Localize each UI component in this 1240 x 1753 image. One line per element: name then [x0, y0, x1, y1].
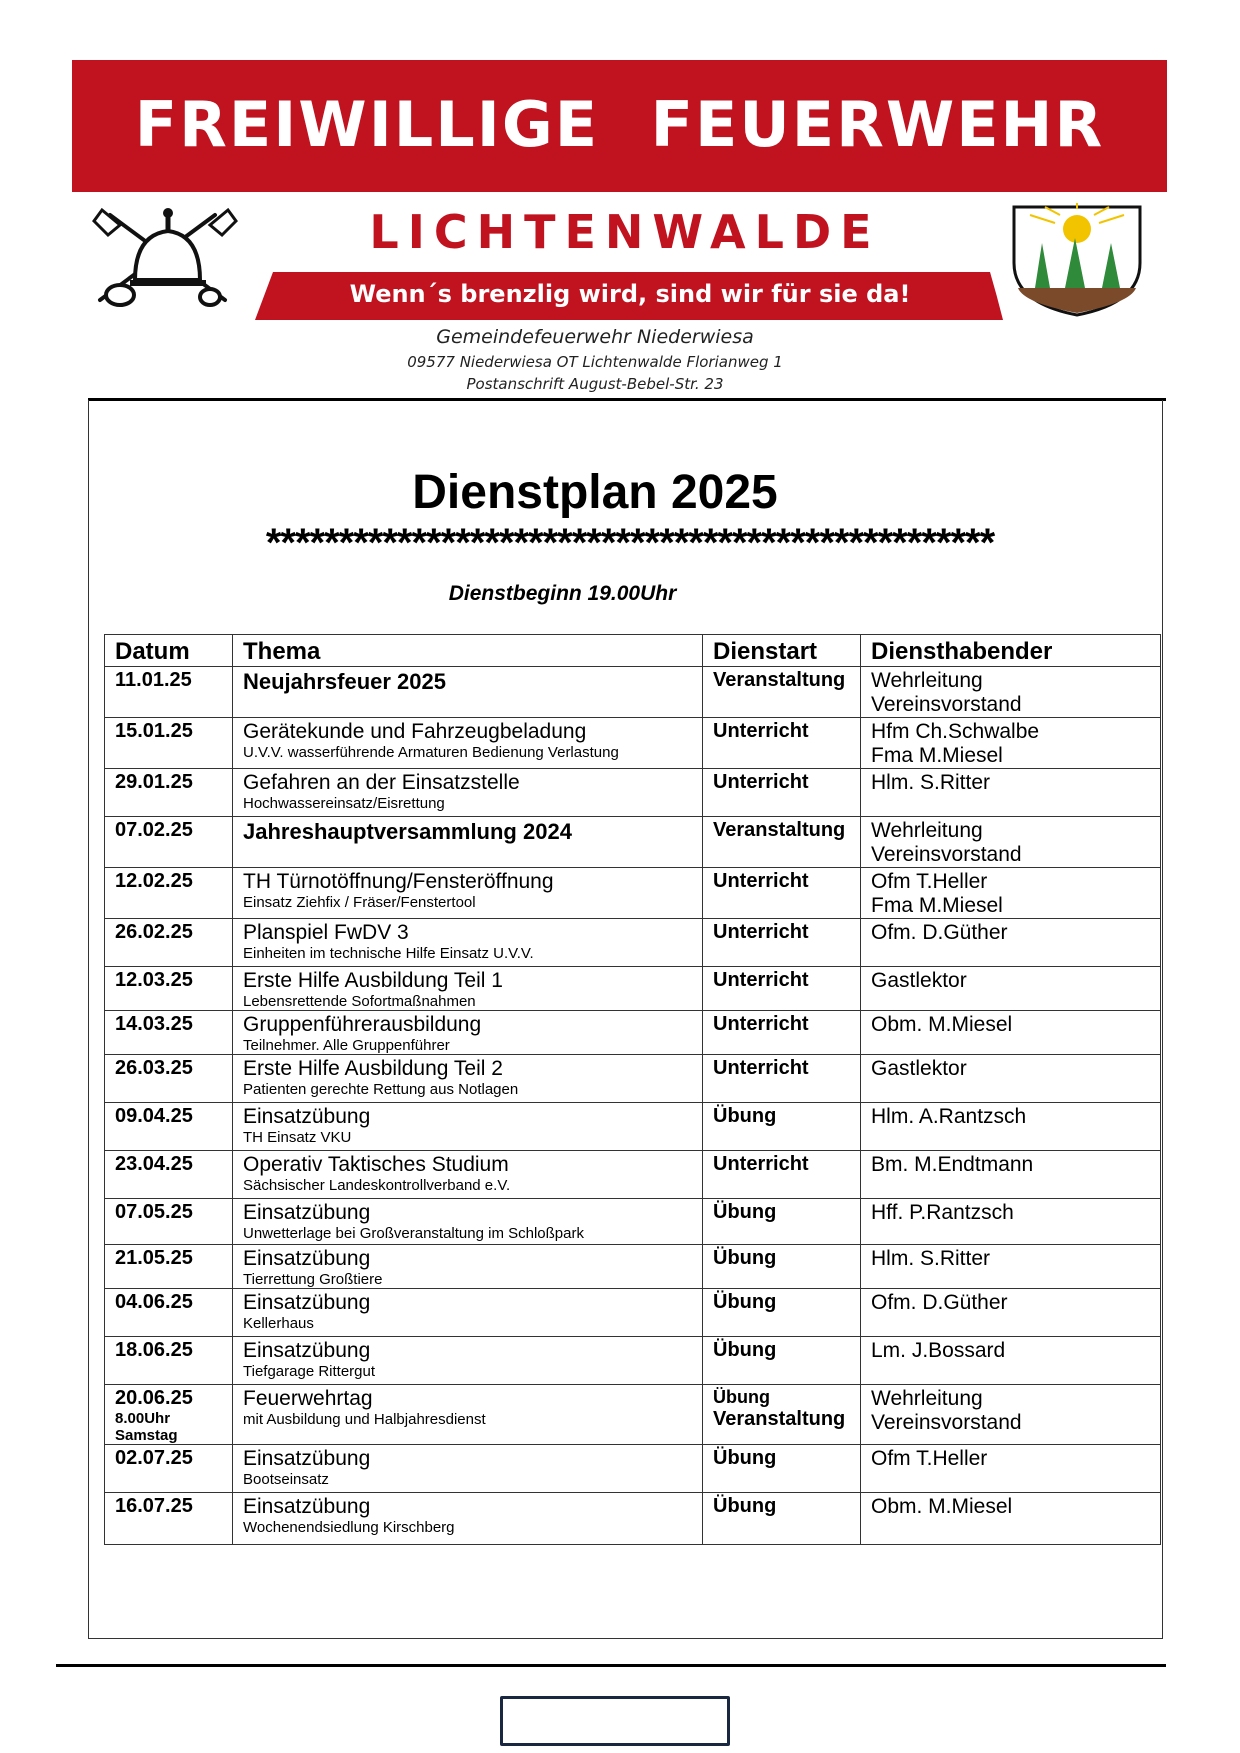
topic-cell [233, 817, 703, 868]
date-cell [105, 868, 233, 919]
topic-title: Einsatzübung [243, 1201, 371, 1224]
service-type-secondary: Veranstaltung [713, 1408, 846, 1430]
topic-title: Planspiel FwDV 3 [243, 921, 409, 944]
topic-title: Erste Hilfe Ausbildung Teil 2 [243, 1057, 503, 1080]
table-row [105, 1445, 1161, 1493]
topic-detail: Kellerhaus [243, 1315, 314, 1332]
duty-lead: Hlm. S.Ritter [871, 1247, 991, 1270]
address-line-1: Gemeindefeuerwehr Niederwiesa [436, 326, 754, 348]
date-value: 20.06.25 [115, 1387, 193, 1409]
duty-lead-cell [861, 868, 1161, 919]
service-type: Übung [713, 1105, 777, 1127]
duty-lead-cell [861, 817, 1161, 868]
duty-lead: Gastlektor [871, 1057, 967, 1080]
service-type: Übung [713, 1495, 777, 1517]
topic-detail: Patienten gerechte Rettung aus Notlagen [243, 1081, 519, 1098]
date-cell [105, 1245, 233, 1289]
table-row [105, 1103, 1161, 1151]
duty-lead: Hlm. A.Rantzsch [871, 1105, 1027, 1128]
slogan: Wenn´s brenzlig wird, sind wir für sie da! [349, 280, 911, 308]
table-row [105, 1245, 1161, 1289]
service-type-cell [703, 1151, 861, 1199]
date-value: 29.01.25 [115, 771, 193, 793]
topic-detail: Einsatz Ziehfix / Fräser/Fenstertool [243, 894, 476, 911]
table-row [105, 1151, 1161, 1199]
topic-title: Operativ Taktisches Studium [243, 1153, 509, 1176]
table-row [105, 817, 1161, 868]
date-cell [105, 1055, 233, 1103]
document-title: Dienstplan 2025 [412, 466, 778, 519]
date-value: 04.06.25 [115, 1291, 193, 1313]
fire-helmet-emblem-icon [90, 205, 240, 315]
service-type-cell [703, 718, 861, 769]
duty-lead-cell [861, 1289, 1161, 1337]
service-type-cell [703, 817, 861, 868]
date-cell [105, 1385, 233, 1445]
service-type-cell [703, 1289, 861, 1337]
service-type: Unterricht [713, 921, 809, 943]
topic-detail: Wochenendsiedlung Kirschberg [243, 1519, 455, 1536]
date-cell [105, 967, 233, 1011]
topic-cell [233, 1493, 703, 1545]
column-header-lead: Diensthabender [861, 635, 1161, 667]
topic-detail: Unwetterlage bei Großveranstaltung im Schloßpark [243, 1225, 584, 1242]
service-type-cell [703, 1337, 861, 1385]
table-row [105, 1199, 1161, 1245]
service-type: Veranstaltung [713, 669, 846, 691]
duty-lead-secondary: Fma M.Miesel [871, 894, 1003, 917]
service-type-cell [703, 1011, 861, 1055]
date-cell [105, 1337, 233, 1385]
service-type: Übung [713, 1339, 777, 1361]
service-type: Unterricht [713, 1013, 809, 1035]
page-number-box [500, 1696, 730, 1746]
duty-lead-secondary: Vereinsvorstand [871, 1411, 1022, 1434]
service-type-cell [703, 1055, 861, 1103]
duty-lead-cell [861, 1493, 1161, 1545]
service-type: Unterricht [713, 969, 809, 991]
date-note: 8.00Uhr Samstag [115, 1410, 178, 1444]
topic-cell [233, 1445, 703, 1493]
topic-cell [233, 967, 703, 1011]
date-value: 12.03.25 [115, 969, 193, 991]
topic-title: Einsatzübung [243, 1339, 371, 1362]
date-value: 07.02.25 [115, 819, 193, 841]
date-value: 18.06.25 [115, 1339, 193, 1361]
duty-lead-secondary: Vereinsvorstand [871, 693, 1022, 716]
table-row [105, 1337, 1161, 1385]
date-cell [105, 1493, 233, 1545]
duty-lead-secondary: Vereinsvorstand [871, 843, 1022, 866]
table-row [105, 1289, 1161, 1337]
duty-lead-cell [861, 967, 1161, 1011]
topic-detail: Teilnehmer. Alle Gruppenführer [243, 1037, 450, 1054]
topic-cell [233, 1055, 703, 1103]
table-row [105, 967, 1161, 1011]
topic-title: Einsatzübung [243, 1105, 371, 1128]
topic-cell [233, 1151, 703, 1199]
town-name: LICHTENWALDE [369, 205, 881, 259]
topic-title: Einsatzübung [243, 1291, 371, 1314]
date-cell [105, 1103, 233, 1151]
table-row [105, 1493, 1161, 1545]
table-row [105, 868, 1161, 919]
service-start-time: Dienstbeginn 19.00Uhr [448, 582, 677, 605]
duty-lead: Hfm Ch.Schwalbe [871, 720, 1040, 743]
duty-lead: Wehrleitung [871, 669, 983, 692]
topic-cell [233, 919, 703, 967]
duty-lead-cell [861, 1337, 1161, 1385]
topic-title: Jahreshauptversammlung 2024 [243, 819, 572, 844]
duty-lead: Lm. J.Bossard [871, 1339, 1006, 1362]
duty-lead: Ofm. D.Güther [871, 921, 1008, 944]
service-type: Übung [713, 1201, 777, 1223]
topic-title: Einsatzübung [243, 1495, 371, 1518]
topic-detail: Sächsischer Landeskontrollverband e.V. [243, 1177, 511, 1194]
date-cell [105, 718, 233, 769]
table-body [105, 667, 1161, 1545]
date-value: 21.05.25 [115, 1247, 193, 1269]
service-type: Übung [713, 1247, 777, 1269]
topic-title: Feuerwehrtag [243, 1387, 373, 1410]
topic-cell [233, 1103, 703, 1151]
service-type: Unterricht [713, 1153, 809, 1175]
service-type-cell [703, 967, 861, 1011]
date-value: 26.03.25 [115, 1057, 193, 1079]
table-row [105, 1055, 1161, 1103]
table-row [105, 1385, 1161, 1445]
date-value: 07.05.25 [115, 1201, 193, 1223]
duty-lead: Ofm. D.Güther [871, 1291, 1008, 1314]
coat-of-arms-icon [1010, 203, 1144, 318]
date-cell [105, 817, 233, 868]
duty-lead-cell [861, 1011, 1161, 1055]
duty-lead-cell [861, 1385, 1161, 1445]
service-type-cell [703, 1385, 861, 1445]
topic-detail: Bootseinsatz [243, 1471, 329, 1488]
date-cell [105, 769, 233, 817]
date-cell [105, 1445, 233, 1493]
topic-detail: U.V.V. wasserführende Armaturen Bedienung Verlastung [243, 744, 619, 761]
header-banner [72, 60, 1167, 192]
topic-cell [233, 718, 703, 769]
topic-detail: Einheiten im technische Hilfe Einsatz U.V.V. [243, 945, 534, 962]
duty-lead-cell [861, 919, 1161, 967]
topic-cell [233, 1385, 703, 1445]
date-value: 02.07.25 [115, 1447, 193, 1469]
topic-detail: TH Einsatz VKU [243, 1129, 352, 1146]
topic-detail: Tierrettung Großtiere [243, 1271, 383, 1288]
duty-lead: Wehrleitung [871, 1387, 983, 1410]
service-type-cell [703, 868, 861, 919]
table-row [105, 1011, 1161, 1055]
duty-lead-cell [861, 1151, 1161, 1199]
topic-title: Gerätekunde und Fahrzeugbeladung [243, 720, 587, 743]
service-type-cell [703, 769, 861, 817]
service-type-cell [703, 1245, 861, 1289]
stars-divider: ************************************************** [265, 523, 995, 563]
column-header-date: Datum [105, 635, 233, 667]
date-value: 11.01.25 [115, 669, 192, 691]
table-row [105, 919, 1161, 967]
duty-schedule-table [104, 634, 1161, 1545]
date-value: 14.03.25 [115, 1013, 193, 1035]
date-cell [105, 1289, 233, 1337]
table-row [105, 718, 1161, 769]
column-header-topic: Thema [233, 635, 703, 667]
date-cell [105, 1151, 233, 1199]
date-value: 23.04.25 [115, 1153, 193, 1175]
service-type: Unterricht [713, 1057, 809, 1079]
service-type: Unterricht [713, 771, 809, 793]
service-type-cell [703, 1445, 861, 1493]
duty-lead: Obm. M.Miesel [871, 1495, 1013, 1518]
slogan-band [255, 272, 1005, 320]
duty-lead: Hlm. S.Ritter [871, 771, 991, 794]
duty-lead-cell [861, 769, 1161, 817]
topic-cell [233, 1337, 703, 1385]
service-type-cell [703, 919, 861, 967]
date-cell [105, 919, 233, 967]
table-header-row [105, 635, 1161, 667]
duty-lead: Gastlektor [871, 969, 967, 992]
topic-detail: Tiefgarage Rittergut [243, 1363, 376, 1380]
table-row [105, 667, 1161, 718]
service-type-cell [703, 1103, 861, 1151]
topic-title: TH Türnotöffnung/Fensteröffnung [243, 870, 554, 893]
service-type-cell [703, 667, 861, 718]
service-type: Unterricht [713, 870, 809, 892]
date-value: 26.02.25 [115, 921, 193, 943]
topic-detail: Hochwassereinsatz/Eisrettung [243, 795, 445, 812]
service-type: Übung [713, 1291, 777, 1313]
table-row [105, 769, 1161, 817]
topic-title: Einsatzübung [243, 1447, 371, 1470]
topic-title: Gruppenführerausbildung [243, 1013, 482, 1036]
topic-cell [233, 1199, 703, 1245]
address-line-2: 09577 Niederwiesa OT Lichtenwalde Florianweg 1 [407, 353, 783, 371]
duty-lead-cell [861, 1199, 1161, 1245]
duty-lead: Ofm T.Heller [871, 1447, 988, 1470]
topic-cell [233, 868, 703, 919]
duty-lead-cell [861, 718, 1161, 769]
service-type-cell [703, 1199, 861, 1245]
duty-lead-cell [861, 1103, 1161, 1151]
duty-lead: Bm. M.Endtmann [871, 1153, 1034, 1176]
duty-lead: Ofm T.Heller [871, 870, 988, 893]
topic-cell [233, 1289, 703, 1337]
footer-divider [56, 1664, 1166, 1667]
topic-cell [233, 1011, 703, 1055]
topic-cell [233, 667, 703, 718]
service-type: Übung [713, 1387, 770, 1407]
org-title: FREIWILLIGE FEUERWEHR [134, 88, 1105, 161]
column-header-type: Dienstart [703, 635, 861, 667]
date-cell [105, 667, 233, 718]
date-value: 15.01.25 [115, 720, 193, 742]
date-cell [105, 1199, 233, 1245]
duty-lead: Obm. M.Miesel [871, 1013, 1013, 1036]
duty-lead-cell [861, 1055, 1161, 1103]
duty-lead-cell [861, 667, 1161, 718]
date-cell [105, 1011, 233, 1055]
date-value: 12.02.25 [115, 870, 193, 892]
topic-title: Gefahren an der Einsatzstelle [243, 771, 520, 794]
topic-detail: mit Ausbildung und Halbjahresdienst [243, 1411, 486, 1428]
topic-detail: Lebensrettende Sofortmaßnahmen [243, 993, 476, 1010]
topic-title: Einsatzübung [243, 1247, 371, 1270]
duty-lead-cell [861, 1245, 1161, 1289]
date-value: 16.07.25 [115, 1495, 193, 1517]
topic-title: Neujahrsfeuer 2025 [243, 669, 446, 694]
address-line-3: Postanschrift August-Bebel-Str. 23 [466, 375, 724, 393]
topic-cell [233, 769, 703, 817]
date-value: 09.04.25 [115, 1105, 193, 1127]
topic-title: Erste Hilfe Ausbildung Teil 1 [243, 969, 503, 992]
topic-cell [233, 1245, 703, 1289]
service-type: Veranstaltung [713, 819, 846, 841]
service-type-cell [703, 1493, 861, 1545]
duty-lead: Hff. P.Rantzsch [871, 1201, 1014, 1224]
duty-lead-secondary: Fma M.Miesel [871, 744, 1003, 767]
duty-lead-cell [861, 1445, 1161, 1493]
duty-lead: Wehrleitung [871, 819, 983, 842]
service-type: Übung [713, 1447, 777, 1469]
service-type: Unterricht [713, 720, 809, 742]
